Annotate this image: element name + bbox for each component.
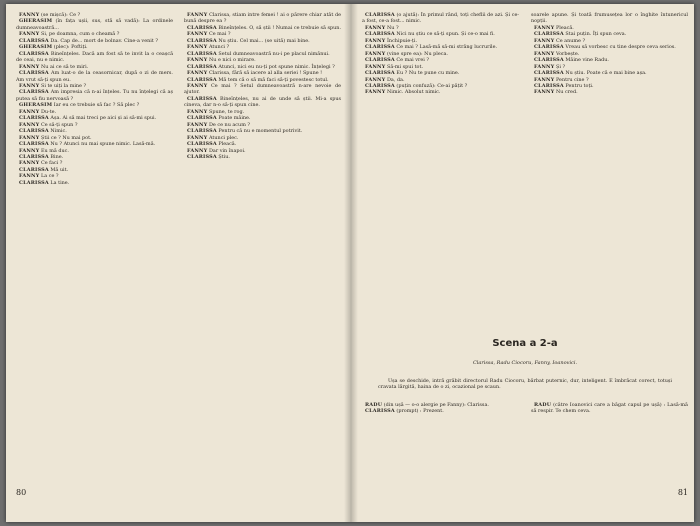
- right-page-lower-column-1: [362, 402, 519, 482]
- dialogue-line: [184, 154, 341, 160]
- speaker-name: FANNY: [187, 147, 208, 154]
- speaker-name: CLARISSA: [365, 408, 395, 415]
- speaker-name: FANNY: [365, 76, 386, 83]
- speaker-name: CLARISSA: [187, 115, 217, 122]
- speaker-name: CLARISSA: [187, 37, 217, 44]
- speaker-name: FANNY: [19, 147, 40, 154]
- line-text: Nu ?: [386, 24, 399, 31]
- speaker-name: FANNY: [19, 160, 40, 167]
- right-page: [362, 12, 688, 512]
- speaker-name: CLARISSA: [19, 153, 49, 160]
- speaker-name: FANNY: [187, 70, 208, 77]
- speaker-name: CLARISSA: [187, 141, 217, 148]
- line-text: Pentru că nu e momentul potrivit.: [218, 128, 303, 135]
- speaker-name: CLARISSA: [534, 31, 564, 38]
- line-text: Du-te.: [40, 108, 57, 115]
- speaker-name: FANNY: [365, 37, 386, 44]
- speaker-name: CLARISSA: [187, 24, 217, 31]
- speaker-name: RADU: [534, 402, 552, 408]
- line-text: Iar eu ce trebuie să fac ? Să plec ?: [53, 102, 140, 109]
- dialogue-line: [16, 180, 173, 186]
- speaker-name: FANNY: [19, 31, 40, 38]
- speaker-name: CLARISSA: [187, 128, 217, 135]
- right-page-column-1: [362, 12, 519, 312]
- line-text: Așa. Ai să mai treci pe aici și ai să-mi spui.: [50, 115, 157, 122]
- speaker-name: FANNY: [365, 50, 386, 57]
- speaker-name: FANNY: [19, 134, 40, 141]
- speaker-name: FANNY: [19, 173, 40, 180]
- line-text: Nu cred.: [555, 89, 578, 96]
- line-text: Am luat-o de la ceasornicar, după o zi de mers. Am vrut să-ți spun eu.: [16, 70, 173, 83]
- dialogue-line: [531, 402, 688, 415]
- dialogue-line: [16, 89, 173, 102]
- speaker-name: CLARISSA: [19, 128, 49, 135]
- speaker-name: CLARISSA: [19, 141, 49, 148]
- speaker-name: FANNY: [534, 63, 555, 70]
- left-page-number: 80: [16, 488, 27, 497]
- line-text: Setul dumneavoastră nu-i pe placul nimănui.: [218, 50, 330, 57]
- line-text: Mâine vine Radu.: [565, 57, 609, 64]
- line-text: Pentru cine ?: [555, 76, 589, 83]
- right-page-column-2: [531, 12, 688, 312]
- line-text: Atunci plec.: [208, 134, 239, 141]
- line-text: Eu mă duc.: [40, 147, 69, 154]
- line-text: Vorbește.: [555, 50, 580, 57]
- line-text: Mă uit.: [50, 166, 69, 173]
- speaker-name: CLARISSA: [19, 37, 49, 44]
- speaker-name: FANNY: [187, 108, 208, 115]
- speaker-name: CLARISSA: [19, 115, 49, 122]
- book-gutter: [344, 4, 358, 522]
- speaker-name: FANNY: [187, 12, 208, 18]
- dialogue-line: [531, 89, 688, 95]
- speaker-name: CLARISSA: [534, 70, 564, 77]
- speaker-name: CLARISSA: [187, 95, 217, 102]
- speaker-name: FANNY: [365, 24, 386, 31]
- left-page-column-1: [16, 12, 173, 482]
- speaker-name: FANNY: [365, 63, 386, 70]
- line-text: (vine spre ea): Nu pleca.: [386, 50, 448, 57]
- line-text: Să-mi spui tot.: [386, 63, 423, 70]
- line-text: Pleacă.: [555, 24, 574, 31]
- speaker-name: CLARISSA: [19, 179, 49, 186]
- dialogue-line: [184, 12, 341, 25]
- line-text: Închipuie-ți.: [386, 37, 417, 44]
- speaker-name: RADU: [365, 402, 383, 408]
- speaker-name: CLARISSA: [365, 44, 395, 51]
- line-text: Poate mâine.: [218, 115, 251, 122]
- speaker-name: FANNY: [19, 121, 40, 128]
- line-text: Bineînțeles. Dacă am fost să te invit la o ceașcă de ceai, nu e nimic.: [16, 50, 173, 64]
- speaker-name: GHERASIM: [19, 102, 53, 109]
- scene-cast-list: Clarissa, Radu Ciocoru, Fanny, Ioanovici.: [472, 360, 578, 366]
- speaker-name: FANNY: [365, 89, 386, 96]
- line-text: Vreau să vorbesc cu tine despre ceva serios.: [565, 44, 676, 51]
- speaker-name: GHERASIM: [19, 18, 53, 25]
- book-spread: [6, 4, 694, 522]
- line-text: Atunci ?: [208, 44, 230, 51]
- left-page-column-2: [184, 12, 341, 482]
- speaker-name: FANNY: [19, 63, 40, 70]
- line-text: Si te uiți la mine ?: [40, 82, 87, 89]
- line-text: Si, pe doamna, cum o cheamă ?: [40, 31, 120, 38]
- left-page: [16, 12, 342, 512]
- line-text: Bine.: [50, 153, 64, 160]
- line-text: La ce ?: [40, 173, 59, 180]
- speaker-name: FANNY: [187, 82, 208, 89]
- right-page-number: 81: [677, 488, 688, 497]
- speaker-name: CLARISSA: [534, 44, 564, 51]
- speaker-name: FANNY: [19, 108, 40, 115]
- line-text: Ce mai ?: [208, 31, 231, 38]
- line-text: Nu ai ce să te miri.: [40, 63, 89, 70]
- speaker-name: FANNY: [534, 37, 555, 44]
- line-text: (se mișcă): Ce ?: [40, 12, 81, 18]
- line-text: Ce mai vrei ?: [396, 57, 430, 64]
- line-text: (în fața ușii, sus, stă să vadă): La ordinele dumneavoastră...: [16, 18, 173, 31]
- line-text: Da. Cap de... mort de bolnav. Cine-a venit ?: [50, 37, 158, 44]
- dialogue-line: [16, 115, 173, 121]
- speaker-name: CLARISSA: [365, 82, 395, 89]
- speaker-name: CLARISSA: [19, 89, 49, 96]
- speaker-name: CLARISSA: [365, 31, 395, 38]
- line-text: Ce mai ? Setul dumneavoastră n-are nevoie de ajutor.: [184, 82, 341, 96]
- speaker-name: CLARISSA: [534, 57, 564, 64]
- line-text: Spune, te rog.: [208, 108, 245, 115]
- line-text: (o ajută): În primul rând, toți cheflii de azi. Și ce-a fost, ce-a fost... nimic.: [362, 12, 519, 25]
- speaker-name: CLARISSA: [534, 82, 564, 89]
- scene-heading: Scena a 2-a: [492, 338, 558, 349]
- line-text: Atunci, nici eu nu-ți pot spune nimic. Înțelegi ?: [218, 63, 335, 70]
- line-text: soarele apune. Și toată frumusețea lor o înghite întunericul nopții.: [531, 12, 688, 25]
- line-text: (plec): Poftiți.: [53, 44, 88, 51]
- line-text: Dar vin înapoi.: [208, 147, 246, 154]
- speaker-name: CLARISSA: [187, 50, 217, 57]
- dialogue-line: [531, 44, 688, 50]
- stage-direction: Ușa se deschide, intră grăbit directorul Radu Ciocoru, bărbat puternic, dur, inteligent. E îmbrăcat corect, totuși cravata lărgită, haina de o zi, ocazional pe scaun.: [378, 378, 672, 391]
- line-text: Nu ? Atunci nu mai spune nimic. Lasă-mă.: [50, 141, 156, 148]
- line-text: Știi ce ? Nu mai pot.: [40, 134, 92, 141]
- line-text: Nimic.: [50, 128, 67, 135]
- line-text: Pentru toți.: [565, 82, 594, 89]
- speaker-name: CLARISSA: [19, 166, 49, 173]
- line-text: Nu știu. Poate că e mai bine așa.: [565, 70, 647, 77]
- line-text: Clarissa, stiam intre femei ! ai o părere chiar atât de bună despre ea ?: [184, 12, 341, 25]
- line-text: Bineînțeles. O, să știi ! Numai ce trebuie să spun.: [218, 24, 341, 31]
- line-text: Mă tem că o să mă faci să-ți povestesc totul.: [218, 76, 329, 83]
- speaker-name: FANNY: [187, 44, 208, 51]
- line-text: Clarissa, fără să iacere al alla seriei ! Spune !: [208, 70, 323, 77]
- speaker-name: FANNY: [534, 24, 555, 31]
- line-text: Bineînțeles, nu ai de unde să știi. Mi-a spus cineva, dar n-o să-ți spun cine.: [184, 95, 341, 109]
- speaker-name: CLARISSA: [187, 63, 217, 70]
- dialogue-line: [362, 408, 519, 414]
- line-text: Am impresia că n-ai înțeles. Tu nu înțelegi că aș putea să fiu nervoasă ?: [16, 89, 173, 102]
- speaker-name: FANNY: [534, 76, 555, 83]
- line-text: Da, da.: [386, 76, 405, 83]
- dialogue-line: [531, 12, 688, 25]
- speaker-name: CLARISSA: [19, 50, 49, 57]
- line-text: (puțin confuză): Ce-ai pățit ?: [396, 82, 468, 89]
- line-text: Și ?: [555, 63, 566, 70]
- dialogue-line: [16, 141, 173, 147]
- line-text: Stai puțin. Îți spun ceva.: [565, 31, 627, 38]
- speaker-name: FANNY: [187, 134, 208, 141]
- speaker-name: CLARISSA: [187, 76, 217, 83]
- speaker-name: CLARISSA: [365, 57, 395, 64]
- line-text: Eu ? Nu te pune cu mine.: [396, 70, 460, 77]
- dialogue-line: [16, 18, 173, 31]
- speaker-name: FANNY: [19, 12, 40, 18]
- line-text: Nici nu știu ce să-ți spun. Și ce-o mai fi.: [396, 31, 495, 38]
- speaker-name: FANNY: [187, 121, 208, 128]
- speaker-name: CLARISSA: [19, 70, 49, 77]
- line-text: La tine.: [50, 179, 70, 186]
- line-text: Nu știu. Cel mai... (se uită) mai bine.: [218, 37, 310, 44]
- speaker-name: FANNY: [187, 57, 208, 64]
- right-page-lower-column-2: [531, 402, 688, 482]
- dialogue-line: [16, 70, 173, 83]
- speaker-name: FANNY: [534, 50, 555, 57]
- line-text: De ce nu acum ?: [208, 121, 251, 128]
- dialogue-line: [362, 89, 519, 95]
- dialogue-line: [184, 83, 341, 96]
- line-text: Nimic. Absolut nimic.: [386, 89, 441, 96]
- speaker-name: CLARISSA: [365, 70, 395, 77]
- line-text: (din ușă — o-o alergie pe Fanny): Clarissa.: [383, 402, 489, 408]
- line-text: Știu.: [218, 153, 230, 160]
- line-text: Ce anume ?: [555, 37, 586, 44]
- speaker-name: CLARISSA: [187, 153, 217, 160]
- line-text: Ce mai ? Lasă-mă să-mi strâng lucrurile.: [396, 44, 498, 51]
- line-text: Ce faci ?: [40, 160, 63, 167]
- speaker-name: FANNY: [187, 31, 208, 38]
- speaker-name: CLARISSA: [365, 12, 395, 18]
- dialogue-line: [184, 96, 341, 109]
- line-text: Nu e nici o mirare.: [208, 57, 256, 64]
- line-text: (prompt) : Prezent.: [396, 408, 444, 415]
- dialogue-line: [362, 12, 519, 25]
- dialogue-line: [16, 51, 173, 64]
- speaker-name: FANNY: [19, 82, 40, 89]
- line-text: Ce să-ți spun ?: [40, 121, 78, 128]
- speaker-name: FANNY: [534, 89, 555, 96]
- line-text: (către Ioanovici care a băgat capul pe ușă) : Lasă-mă să respir. Te chem ceva.: [531, 402, 688, 415]
- line-text: Pleacă.: [218, 141, 237, 148]
- speaker-name: GHERASIM: [19, 44, 53, 51]
